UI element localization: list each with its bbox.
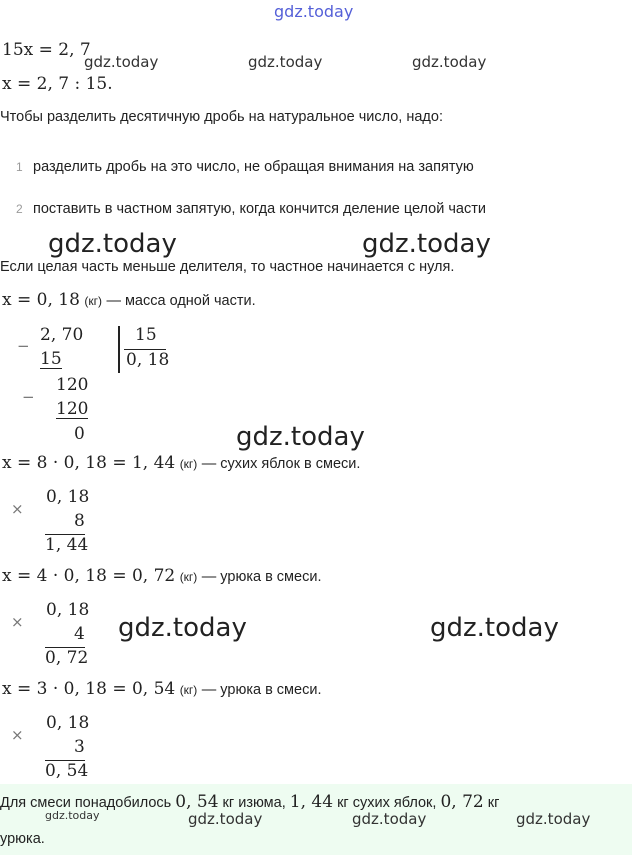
step3-description: — урюка в смеси.: [201, 569, 322, 585]
factor-b: 8: [74, 511, 85, 531]
unit: (кг): [179, 457, 198, 471]
step3-expression: x = 4 · 0, 18 = 0, 72: [2, 566, 176, 586]
dividend: 2, 70: [40, 325, 84, 345]
watermark: gdz.today: [362, 229, 491, 259]
watermark: gdz.today: [188, 810, 263, 828]
conclusion-text: кг: [483, 795, 500, 811]
product: 0, 72: [45, 648, 89, 668]
factor-a: 0, 18: [46, 487, 90, 507]
conclusion-line2: урюка.: [0, 831, 45, 847]
rule-note: Если целая часть меньше делителя, то частное начинается с нуля.: [0, 259, 455, 275]
raisins-mass: 0, 54: [175, 792, 219, 812]
step1-line: [2, 290, 256, 310]
equation-line2: x = 2, 7 : 15.: [2, 74, 113, 94]
minus-sign: −: [22, 388, 35, 406]
factor-b: 3: [74, 737, 85, 757]
factor-a: 0, 18: [46, 600, 90, 620]
watermark-top: gdz.today: [274, 2, 354, 21]
conclusion-text: кг сухих яблок,: [333, 795, 441, 811]
quotient: 0, 18: [126, 350, 170, 370]
step2-expression: x = 8 · 0, 18 = 1, 44: [2, 453, 176, 473]
divisor: 15: [135, 325, 157, 345]
step4-expression: x = 3 · 0, 18 = 0, 54: [2, 679, 176, 699]
step-number: 1: [16, 160, 23, 174]
watermark: gdz.today: [84, 53, 159, 71]
step2-description: — сухих яблок в смеси.: [201, 456, 361, 472]
multiply-sign: ×: [11, 613, 24, 631]
product: 1, 44: [45, 535, 89, 555]
factor-b: 4: [74, 624, 85, 644]
rule-step-text: поставить в частном запятую, когда кончится деление целой части: [33, 201, 486, 217]
watermark: gdz.today: [118, 613, 247, 643]
step4-description: — урюка в смеси.: [201, 682, 322, 698]
rule-intro: Чтобы разделить десятичную дробь на натуральное число, надо:: [0, 109, 443, 125]
step1-expression: x = 0, 18: [2, 290, 80, 310]
division-bar: [118, 326, 120, 373]
step3-line: [2, 566, 321, 586]
step-number: 2: [16, 202, 23, 216]
multiply-sign: ×: [11, 726, 24, 744]
conclusion-text: Для смеси понадобилось: [0, 795, 176, 811]
factor-a: 0, 18: [46, 713, 90, 733]
product: 0, 54: [45, 761, 89, 781]
unit: (кг): [179, 570, 198, 584]
minus-sign: −: [17, 337, 30, 355]
apples-mass: 1, 44: [289, 792, 334, 812]
subtrahend-2: 120: [56, 399, 89, 419]
unit: (кг): [84, 294, 102, 308]
watermark: gdz.today: [236, 422, 365, 452]
apricots-mass: 0, 72: [440, 792, 484, 812]
remainder: 120: [56, 375, 89, 395]
watermark: gdz.today: [352, 810, 427, 828]
division-result: 0: [74, 424, 85, 444]
watermark: gdz.today: [412, 53, 487, 71]
unit: (кг): [179, 683, 198, 697]
watermark: gdz.today: [516, 810, 591, 828]
conclusion-text: кг изюма,: [218, 795, 290, 811]
step1-description: — масса одной части.: [106, 293, 256, 309]
equation-line1: 15x = 2, 7: [2, 40, 91, 60]
watermark: gdz.today: [48, 229, 177, 259]
watermark: gdz.today: [45, 809, 100, 822]
step4-line: [2, 679, 321, 699]
watermark: gdz.today: [248, 53, 323, 71]
watermark: gdz.today: [430, 613, 559, 643]
subtrahend-1: 15: [40, 349, 62, 369]
multiply-sign: ×: [11, 500, 24, 518]
rule-step-text: разделить дробь на это число, не обращая внимания на запятую: [33, 159, 474, 175]
step2-line: [2, 453, 360, 473]
